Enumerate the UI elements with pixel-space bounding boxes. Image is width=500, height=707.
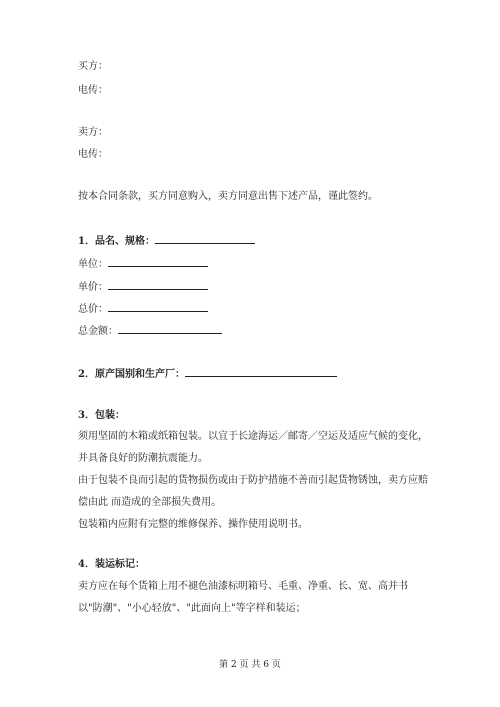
page-footer: 第 2 页 共 6 页: [219, 660, 281, 670]
unit-blank: [108, 256, 208, 267]
unit-line: [78, 256, 208, 272]
packing-paragraph-2: 由于包装不良而引起的货物损伤或由于防护措施不善而引起货物锈蚀，卖方应赔偿由此 而造成的全部损失费用。: [78, 475, 428, 508]
section3-heading: 3．包装：: [78, 410, 125, 421]
product-spec-blank: [155, 233, 255, 244]
total-amount-blank: [118, 323, 222, 334]
buyer-label: 买方：: [78, 61, 108, 72]
unit-price-line: [78, 279, 208, 295]
packing-paragraph-3: 包装箱内应附有完整的维修保养、操作使用说明书。: [78, 519, 308, 530]
section2-heading: 2．原产国别和生产厂：: [78, 369, 185, 380]
contract-intro: 按本合同条款，买方同意购入，卖方同意出售下述产品，谨此签约。: [78, 191, 378, 202]
unit-price-blank: [108, 279, 208, 290]
packing-paragraph-1: 须用坚固的木箱或纸箱包装。以宜于长途海运／邮寄／空运及适应气候的变化，并具备良好的防潮抗震能力。: [78, 431, 428, 464]
total-amount-line: [78, 323, 222, 339]
shipping-mark-paragraph: 卖方应在每个货箱上用不褪色油漆标明箱号、毛重、净重、长、宽、高并书以"防潮"、"小心轻放"、"此面向上"等字样和装运；: [78, 581, 408, 614]
total-price-label: 总价：: [78, 304, 108, 315]
unit-price-label: 单价：: [78, 282, 108, 293]
total-amount-label: 总金额：: [78, 326, 118, 337]
origin-blank: [185, 366, 337, 377]
seller-fax-label: 电传：: [78, 149, 108, 160]
unit-label: 单位：: [78, 259, 108, 270]
seller-label: 卖方：: [78, 127, 108, 138]
total-price-line: [78, 301, 208, 317]
section1-heading: 1．品名、规格：: [78, 236, 155, 247]
product-spec-line: [78, 233, 255, 249]
section4-heading: 4．装运标记：: [78, 559, 145, 570]
origin-line: [78, 366, 337, 382]
buyer-fax-label: 电传：: [78, 85, 108, 96]
total-price-blank: [108, 301, 208, 312]
